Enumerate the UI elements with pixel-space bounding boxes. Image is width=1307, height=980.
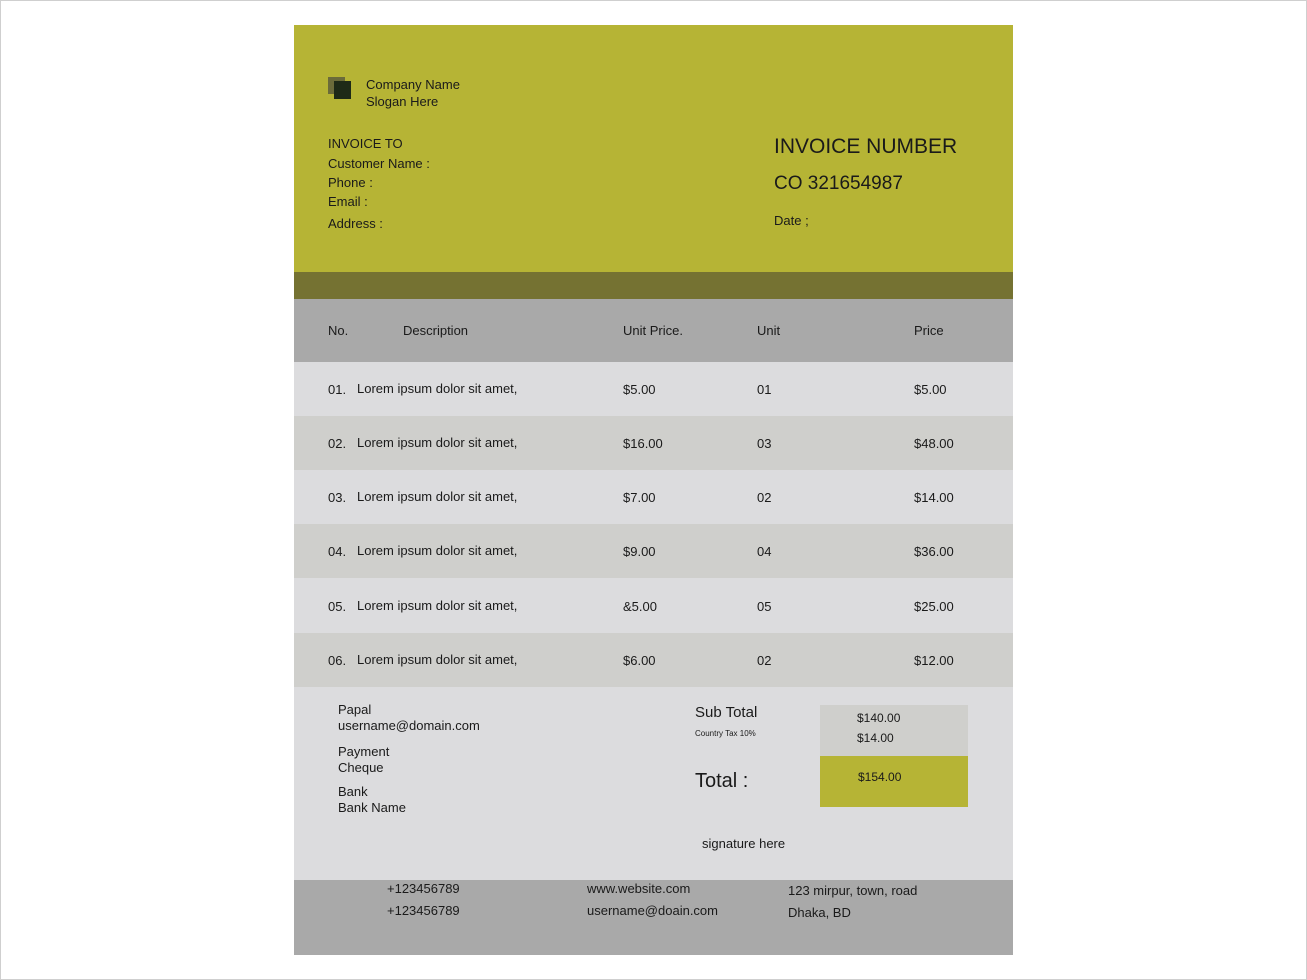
table-row: 06. Lorem ipsum dolor sit amet, $6.00 02 $12.00 [294,633,1013,687]
company-name: Company Name [366,77,460,92]
invoice-to-label: INVOICE TO [328,136,403,151]
bank-name: Bank Name [338,800,406,815]
total-value: $154.00 [858,770,902,784]
paypal-email: username@domain.com [338,718,480,733]
invoice-number-heading: INVOICE NUMBER [774,135,958,158]
invoice-sheet [294,25,1013,955]
subtotal-value: $140.00 [857,711,901,725]
company-slogan: Slogan Here [366,94,439,109]
header-divider-band [294,272,1013,299]
col-description: Description [403,323,469,338]
footer-address-line-2: Dhaka, BD [788,905,851,920]
footer-website: www.website.com [587,881,691,896]
footer-phone-1: +123456789 [387,881,460,896]
footer-email: username@doain.com [587,903,718,918]
payment-method: Cheque [338,760,384,775]
col-no: No. [328,323,349,338]
address-label: Address : [328,216,383,231]
table-row: 04. Lorem ipsum dolor sit amet, $9.00 04 $36.00 [294,524,1013,578]
invoice-number-value: CO 321654987 [774,173,903,194]
col-unit: Unit [757,323,781,338]
table-row: 01. Lorem ipsum dolor sit amet, $5.00 01 $5.00 [294,362,1013,416]
col-price: Price [914,323,944,338]
table-row: 05. Lorem ipsum dolor sit amet, &5.00 05 $25.00 [294,579,1013,633]
invoice-header [294,25,1013,272]
table-header [294,299,1013,362]
bank-label: Bank [338,784,368,799]
signature-label: signature here [702,836,786,851]
paypal-label: Papal [338,702,372,717]
col-unit-price: Unit Price. [623,323,683,338]
footer-phone-2: +123456789 [387,903,460,918]
company-logo-icon [328,77,352,101]
table-row: 03. Lorem ipsum dolor sit amet, $7.00 02 $14.00 [294,470,1013,524]
subtotal-label: Sub Total [695,704,758,721]
invoice-footer [294,880,1013,955]
tax-label: Country Tax 10% [695,729,756,738]
total-label: Total : [695,770,749,792]
customer-name-label: Customer Name : [328,156,430,171]
table-row: 02. Lorem ipsum dolor sit amet, $16.00 03 $48.00 [294,416,1013,470]
tax-value: $14.00 [857,731,894,745]
footer-address-line-1: 123 mirpur, town, road [788,883,918,898]
date-label: Date ; [774,213,809,228]
payment-label: Payment [338,744,390,759]
email-label: Email : [328,194,368,209]
phone-label: Phone : [328,175,373,190]
